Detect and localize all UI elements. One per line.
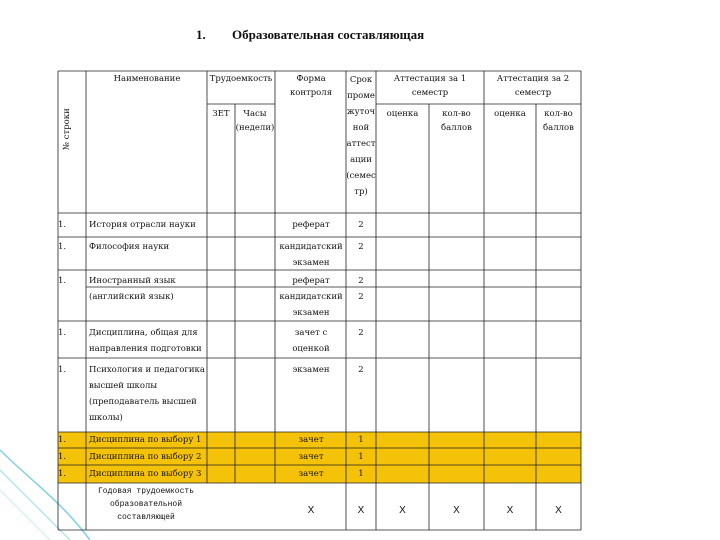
row-name: Дисциплина по выбору 1 bbox=[89, 435, 202, 445]
row-number: 1. bbox=[58, 469, 67, 479]
header-term: Срок проме жуточ ной аттест ации (семес тр) bbox=[346, 75, 376, 197]
row-term: 2 bbox=[358, 365, 364, 375]
row-form: кандидатский экзамен bbox=[279, 242, 343, 268]
row-term: 2 bbox=[358, 242, 364, 252]
header-row-number: № строки bbox=[62, 108, 72, 150]
row-form: зачет bbox=[298, 469, 324, 479]
row-term: 1 bbox=[358, 435, 364, 445]
row-number: 1. bbox=[58, 276, 67, 286]
total-label: Годовая трудоемкость образовательной составляющей bbox=[97, 487, 194, 522]
header-control-form: Форма контроля bbox=[289, 74, 333, 98]
section-number: 1. bbox=[196, 27, 206, 42]
header-points2: кол-во баллов bbox=[543, 109, 574, 133]
total-form: Х bbox=[307, 505, 315, 516]
header-hours: Часы (недели) bbox=[235, 109, 275, 133]
row-number: 1. bbox=[58, 365, 67, 375]
row-term: 1 bbox=[358, 452, 364, 462]
header-name: Наименование bbox=[113, 74, 181, 84]
header-att2: Аттестация за 2 семестр bbox=[496, 74, 570, 98]
header-att1: Аттестация за 1 семестр bbox=[393, 74, 467, 98]
row-name: Иностранный язык (английский язык) bbox=[89, 276, 176, 302]
total-grade1: Х bbox=[399, 505, 406, 516]
row-term: 2 bbox=[358, 328, 364, 338]
row-term: 2 bbox=[358, 292, 364, 302]
row-term: 2 bbox=[358, 220, 364, 230]
row-form: реферат bbox=[292, 276, 330, 286]
row-form: кандидатский экзамен bbox=[279, 292, 343, 318]
row-number: 1. bbox=[58, 435, 67, 445]
row-form: реферат bbox=[292, 220, 330, 230]
row-term: 1 bbox=[358, 469, 364, 479]
row-name: Дисциплина по выбору 2 bbox=[89, 452, 202, 462]
row-name: Дисциплина, общая для направления подготовки bbox=[89, 328, 202, 354]
row-number: 1. bbox=[58, 242, 67, 252]
row-name: Дисциплина по выбору 3 bbox=[89, 469, 202, 479]
row-form: зачет bbox=[298, 452, 324, 462]
row-term: 2 bbox=[358, 276, 364, 286]
section-heading: Образовательная составляющая bbox=[232, 27, 425, 42]
total-points2: Х bbox=[555, 505, 562, 516]
row-form: зачет bbox=[298, 435, 324, 445]
total-points1: Х bbox=[453, 505, 460, 516]
row-form: зачет с оценкой bbox=[292, 328, 330, 354]
header-labor: Трудоемкость bbox=[209, 74, 273, 84]
row-name: Философия науки bbox=[89, 242, 170, 252]
header-points1: кол-во баллов bbox=[441, 109, 472, 133]
total-term: Х bbox=[357, 505, 365, 516]
row-number: 1. bbox=[58, 328, 67, 338]
header-zet: ЗЕТ bbox=[212, 109, 230, 119]
header-grade2: оценка bbox=[494, 109, 526, 119]
row-form: экзамен bbox=[292, 365, 330, 375]
row-name: Психология и педагогика высшей школы (преподаватель высшей школы) bbox=[89, 365, 205, 423]
header-grade1: оценка bbox=[386, 109, 419, 119]
row-name: История отрасли науки bbox=[89, 220, 196, 230]
row-number: 1. bbox=[58, 220, 67, 230]
row-number: 1. bbox=[58, 452, 67, 462]
total-grade2: Х bbox=[506, 505, 514, 516]
